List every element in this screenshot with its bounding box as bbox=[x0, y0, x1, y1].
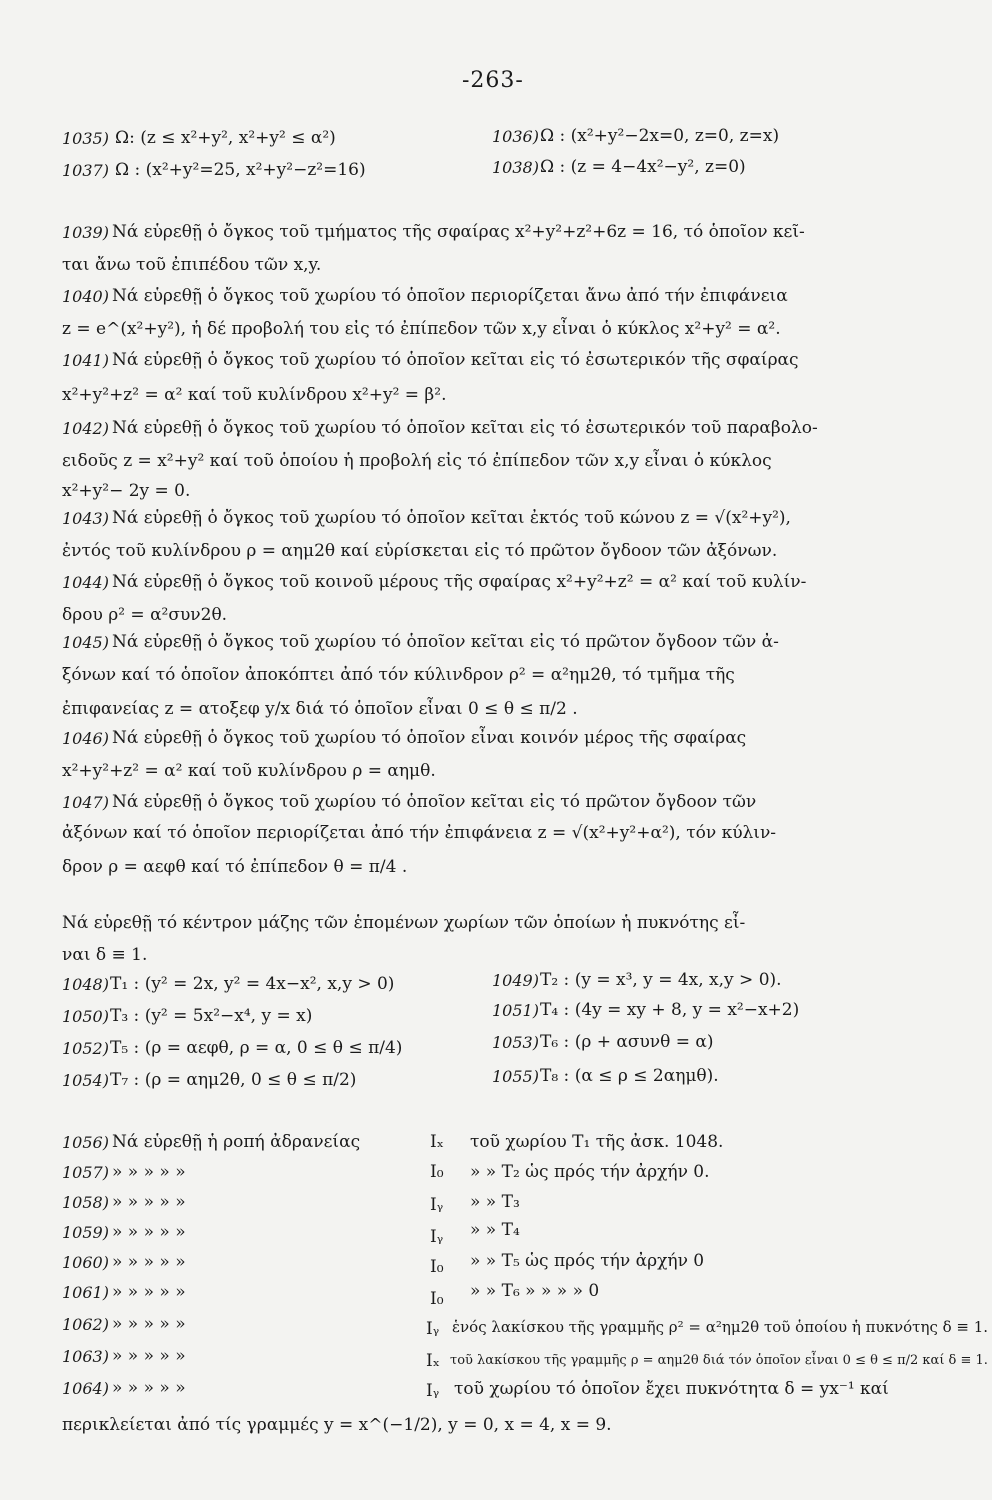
exercise-text: Νά εὑρεθῇ ὁ ὄγκος τοῦ χωρίου τό ὁποῖον κεῖται εἰς τό πρῶτον ὄγδοον τῶν bbox=[112, 792, 757, 812]
region-definition: Ω : (x²+y²−2x=0, z=0, z=x) bbox=[540, 126, 780, 146]
exercise-number: 1042) bbox=[62, 419, 109, 438]
region-definition: T₁ : (y² = 2x, y² = 4x−x², x,y > 0) bbox=[110, 974, 395, 994]
exercise-text: ειδοῦς z = x²+y² καί τοῦ ὁποίου ἡ προβολή εἰς τό ἐπίπεδον τῶν x,y εἶναι ὁ κύκλος bbox=[62, 451, 772, 471]
exercise-text: » » T₄ bbox=[470, 1220, 520, 1240]
exercise-text: x²+y²− 2y = 0. bbox=[62, 481, 191, 501]
exercise-number: 1058) bbox=[62, 1193, 109, 1212]
exercise-number: 1059) bbox=[62, 1223, 109, 1242]
exercise-text: τοῦ χωρίου τό ὁποῖον ἔχει πυκνότητα δ = yx⁻¹ καί bbox=[454, 1379, 889, 1399]
exercise-number: 1037) bbox=[62, 161, 109, 180]
exercise-number: 1054) bbox=[62, 1071, 109, 1090]
exercise-text: δρον ρ = αεφθ καί τό ἐπίπεδον θ = π/4 . bbox=[62, 857, 408, 877]
exercise-number: 1052) bbox=[62, 1039, 109, 1058]
exercise-text: Νά εὑρεθῇ ὁ ὄγκος τοῦ χωρίου τό ὁποῖον εἶναι κοινόν μέρος τῆς σφαίρας bbox=[112, 728, 747, 748]
ditto-marks: » » » » » bbox=[112, 1162, 186, 1182]
exercise-number: 1055) bbox=[492, 1067, 539, 1086]
region-definition: T₃ : (y² = 5x²−x⁴, y = x) bbox=[110, 1006, 313, 1026]
exercise-number: 1053) bbox=[492, 1033, 539, 1052]
region-definition: T₂ : (y = x³, y = 4x, x,y > 0). bbox=[540, 970, 782, 990]
exercise-number: 1046) bbox=[62, 729, 109, 748]
region-definition: Ω : (z = 4−4x²−y², z=0) bbox=[540, 157, 746, 177]
exercise-text: Νά εὑρεθῇ ὁ ὄγκος τοῦ χωρίου τό ὁποῖον κεῖται εἰς τό ἐσωτερικόν τῆς σφαίρας bbox=[112, 350, 799, 370]
exercise-number: 1035) bbox=[62, 129, 109, 148]
exercise-number: 1041) bbox=[62, 351, 109, 370]
exercise-number: 1047) bbox=[62, 793, 109, 812]
exercise-number: 1050) bbox=[62, 1007, 109, 1026]
exercise-text: » » T₂ ὡς πρός τήν ἀρχήν 0. bbox=[470, 1162, 710, 1182]
exercise-number: 1043) bbox=[62, 509, 109, 528]
region-definition: Ω: (z ≤ x²+y², x²+y² ≤ α²) bbox=[115, 128, 336, 148]
exercise-number: 1044) bbox=[62, 573, 109, 592]
exercise-text: τοῦ χωρίου T₁ τῆς ἀσκ. 1048. bbox=[470, 1132, 724, 1152]
exercise-text: Νά εὑρεθῇ ὁ ὄγκος τοῦ χωρίου τό ὁποῖον κεῖται εἰς τό πρῶτον ὄγδοον τῶν ἀ- bbox=[112, 632, 779, 652]
region-definition: T₇ : (ρ = αημ2θ, 0 ≤ θ ≤ π/2) bbox=[110, 1070, 357, 1090]
exercise-number: 1049) bbox=[492, 971, 539, 990]
inertia-symbol: Iᵧ bbox=[426, 1319, 440, 1339]
exercise-text: ἀξόνων καί τό ὁποῖον περιορίζεται ἀπό τήν ἐπιφάνεια z = √(x²+y²+α²), τόν κύλιν- bbox=[62, 823, 777, 843]
exercise-text: z = e^(x²+y²), ἡ δέ προβολή του εἰς τό ἐπίπεδον τῶν x,y εἶναι ὁ κύκλος x²+y² = α². bbox=[62, 319, 781, 339]
exercise-number: 1057) bbox=[62, 1163, 109, 1182]
exercise-text: » » T₃ bbox=[470, 1192, 520, 1212]
exercise-number: 1061) bbox=[62, 1283, 109, 1302]
ditto-marks: » » » » » bbox=[112, 1314, 186, 1334]
exercise-text: Νά εὑρεθῇ ὁ ὄγκος τοῦ κοινοῦ μέρους τῆς σφαίρας x²+y²+z² = α² καί τοῦ κυλίν- bbox=[112, 572, 807, 592]
exercise-text: Νά εὑρεθῇ ὁ ὄγκος τοῦ χωρίου τό ὁποῖον περιορίζεται ἄνω ἀπό τήν ἐπιφάνεια bbox=[112, 286, 788, 306]
exercise-number: 1038) bbox=[492, 158, 539, 177]
ditto-marks: » » » » » bbox=[112, 1222, 186, 1242]
exercise-number: 1063) bbox=[62, 1347, 109, 1366]
inertia-symbol: I₀ bbox=[430, 1289, 444, 1309]
exercise-text: ἐντός τοῦ κυλίνδρου ρ = αημ2θ καί εὑρίσκεται εἰς τό πρῶτον ὄγδοον τῶν ἀξόνων. bbox=[62, 541, 778, 561]
exercise-text: x²+y²+z² = α² καί τοῦ κυλίνδρου x²+y² = β². bbox=[62, 385, 447, 405]
region-definition: T₆ : (ρ + ασυνθ = α) bbox=[540, 1032, 714, 1052]
exercise-text: Νά εὑρεθῇ ὁ ὄγκος τοῦ χωρίου τό ὁποῖον κεῖται εἰς τό ἐσωτερικόν τοῦ παραβολο- bbox=[112, 418, 818, 438]
exercise-text: Νά εὑρεθῇ ὁ ὄγκος τοῦ τμήματος τῆς σφαίρας x²+y²+z²+6z = 16, τό ὁποῖον κεῖ- bbox=[112, 222, 805, 242]
exercise-text: δρου ρ² = α²συν2θ. bbox=[62, 605, 228, 625]
exercise-number: 1039) bbox=[62, 223, 109, 242]
exercise-text: ἐπιφανείας z = ατοξεφ y/x διά τό ὁποῖον εἶναι 0 ≤ θ ≤ π/2 . bbox=[62, 699, 578, 719]
exercise-number: 1036) bbox=[492, 127, 539, 146]
ditto-marks: » » » » » bbox=[112, 1282, 186, 1302]
exercise-text: x²+y²+z² = α² καί τοῦ κυλίνδρου ρ = αημθ. bbox=[62, 761, 436, 781]
region-definition: Ω : (x²+y²=25, x²+y²−z²=16) bbox=[115, 160, 366, 180]
exercise-number: 1060) bbox=[62, 1253, 109, 1272]
inertia-symbol: I₀ bbox=[430, 1162, 444, 1182]
inertia-symbol: Iᵧ bbox=[430, 1227, 444, 1247]
exercise-number: 1062) bbox=[62, 1315, 109, 1334]
inertia-symbol: Iₓ bbox=[426, 1351, 440, 1371]
section-intro: Νά εὑρεθῇ τό κέντρον μάζης τῶν ἑπομένων χωρίων τῶν ὁποίων ἡ πυκνότης εἶ- bbox=[62, 913, 746, 933]
exercise-number: 1064) bbox=[62, 1379, 109, 1398]
exercise-number: 1051) bbox=[492, 1001, 539, 1020]
exercise-number: 1048) bbox=[62, 975, 109, 994]
exercise-text: ται ἄνω τοῦ ἐπιπέδου τῶν x,y. bbox=[62, 255, 322, 275]
inertia-symbol: Iᵧ bbox=[430, 1195, 444, 1215]
page-number: -263- bbox=[462, 68, 524, 93]
exercise-number: 1045) bbox=[62, 633, 109, 652]
region-definition: T₈ : (α ≤ ρ ≤ 2αημθ). bbox=[540, 1066, 719, 1086]
section-intro: ναι δ ≡ 1. bbox=[62, 945, 148, 965]
ditto-marks: » » » » » bbox=[112, 1346, 186, 1366]
exercise-number: 1056) bbox=[62, 1133, 109, 1152]
exercise-text: Νά εὑρεθῇ ἡ ροπή ἀδρανείας bbox=[112, 1132, 361, 1152]
exercise-number: 1040) bbox=[62, 287, 109, 306]
exercise-text: τοῦ λακίσκου τῆς γραμμῆς ρ = αημ2θ διά τόν ὁποῖον εἶναι 0 ≤ θ ≤ π/2 καί δ ≡ 1. bbox=[450, 1353, 988, 1368]
region-definition: T₅ : (ρ = αεφθ, ρ = α, 0 ≤ θ ≤ π/4) bbox=[110, 1038, 403, 1058]
exercise-text: ξόνων καί τό ὁποῖον ἀποκόπτει ἀπό τόν κύλινδρον ρ² = α²ημ2θ, τό τμῆμα τῆς bbox=[62, 665, 735, 685]
inertia-symbol: I₀ bbox=[430, 1257, 444, 1277]
inertia-symbol: Iₓ bbox=[430, 1132, 444, 1152]
exercise-text: περικλείεται ἀπό τίς γραμμές y = x^(−1/2), y = 0, x = 4, x = 9. bbox=[62, 1415, 612, 1435]
exercise-text: ἑνός λακίσκου τῆς γραμμῆς ρ² = α²ημ2θ τοῦ ὁποίου ἡ πυκνότης δ ≡ 1. bbox=[452, 1318, 989, 1336]
region-definition: T₄ : (4y = xy + 8, y = x²−x+2) bbox=[540, 1000, 800, 1020]
exercise-text: Νά εὑρεθῇ ὁ ὄγκος τοῦ χωρίου τό ὁποῖον κεῖται ἐκτός τοῦ κώνου z = √(x²+y²), bbox=[112, 508, 791, 528]
exercise-text: » » T₅ ὡς πρός τήν ἀρχήν 0 bbox=[470, 1251, 705, 1271]
inertia-symbol: Iᵧ bbox=[426, 1381, 440, 1401]
exercise-text: » » T₆ » » » » 0 bbox=[470, 1281, 600, 1301]
ditto-marks: » » » » » bbox=[112, 1192, 186, 1212]
ditto-marks: » » » » » bbox=[112, 1252, 186, 1272]
ditto-marks: » » » » » bbox=[112, 1378, 186, 1398]
